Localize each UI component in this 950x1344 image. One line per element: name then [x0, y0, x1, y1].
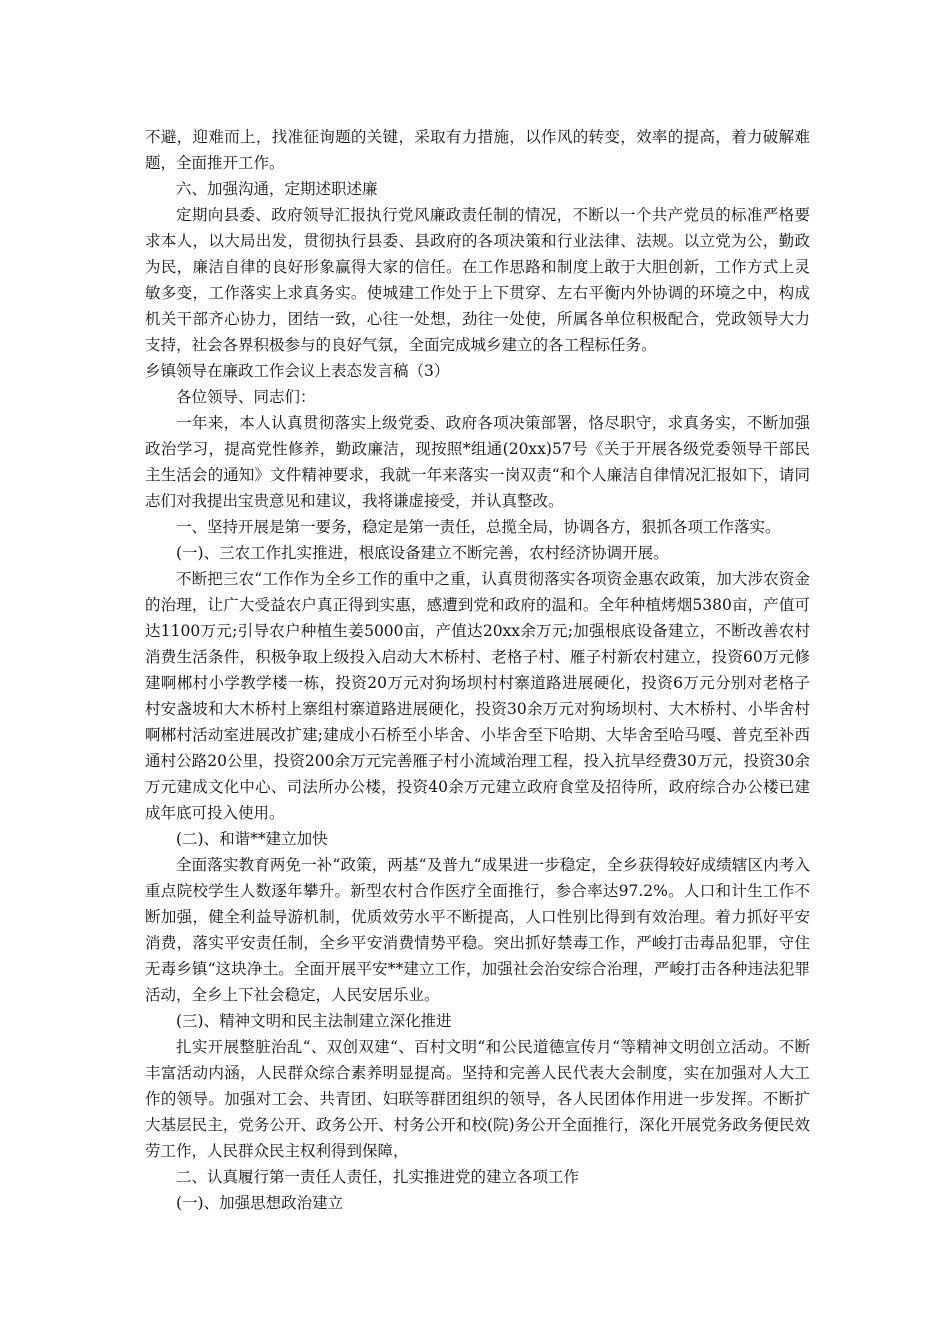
subsection-heading: (二)、和谐**建立加快 [176, 830, 328, 848]
subsection-heading: (三)、精神文明和民主法制建立深化推进 [176, 1012, 452, 1030]
section-heading-one: 一、坚持开展是第一要务，稳定是第一责任，总揽全局，协调各方，狠抓各项工作落实。 [176, 518, 781, 536]
paragraph-continuation: 不避，迎难而上，找准征询题的关键，采取有力措施，以作风的转变，效率的提高，着力破解难题，全面推开工作。 [145, 128, 810, 172]
section-heading-six: 六、加强沟通，定期述职述廉 [176, 180, 378, 198]
paragraph-body: 全面落实教育两免一补“政策，两基“及普九“成果进一步稳定，全乡获得较好成绩辖区内考入重点院校学生人数逐年攀升。新型农村合作医疗全面推行，参合率达97.2%。人口和计生工作不断加强，健全利益导游机制，优质效劳水平不断提高，人口性别比得到有效治理。着力抓好平安消费，落实平安责任制，全乡平安消费情势平稳。突出抓好禁毒工作，严峻打击毒品犯罪，守住无毒乡镇“这块净土。全面开展平安**建立工作，加强社会治安综合治理，严峻打击各种违法犯罪活动，全乡上下社会稳定，人民安居乐业。 [145, 856, 810, 1004]
section-heading-two: 二、认真履行第一责任人责任，扎实推进党的建立各项工作 [176, 1168, 580, 1186]
document-title: 乡镇领导在廉政工作会议上表态发言稿（3） [145, 362, 450, 380]
subsection-heading: (一)、三农工作扎实推进，根底设备建立不断完善，农村经济协调开展。 [176, 544, 669, 562]
subsection-heading: (一)、加强思想政治建立 [176, 1194, 344, 1212]
paragraph-body: 不断把三农“工作作为全乡工作的重中之重，认真贯彻落实各项资金惠农政策，加大涉农资金的治理，让广大受益农户真正得到实惠，感遭到党和政府的温和。全年种植烤烟5380亩，产值可达1100万元;引导农户种植生姜5000亩，产值达20xx余万元;加强根底设备建立，不断改善农村消费生活条件，积极争取上级投入启动大木桥村、老格子村、雁子村新农村建立，投资60万元修建啊郴村小学教学楼一栋，投资20万元对狗场坝村村寨道路进展硬化，投资6万元分别对老格子村安盏坡和大木桥村上寨组村寨道路进展硬化，投资30余万元对狗场坝村、大木桥村、小毕舍村啊郴村活动室进展改扩建;建成小石桥至小毕舍、小毕舍至下哈期、大毕舍至哈马嘎、普克至补西通村公路20公里，投资200余万元完善雁子村小流域治理工程，投入抗旱经费30万元，投资30余万元建成文化中心、司法所办公楼，投资40余万元建立政府食堂及招待所，政府综合办公楼已建成年底可投入使用。 [145, 570, 810, 822]
paragraph-body: 一年来，本人认真贯彻落实上级党委、政府各项决策部署，恪尽职守，求真务实，不断加强政治学习，提高党性修养，勤政廉洁，现按照*组通(20xx)57号《关于开展各级党委领导干部民主生活会的通知》文件精神要求，我就一年来落实一岗双责“和个人廉洁自律情况汇报如下，请同志们对我提出宝贵意见和建议，我将谦虚接受，并认真整改。 [145, 414, 810, 510]
salutation: 各位领导、同志们： [176, 388, 316, 406]
document-page [145, 124, 810, 1216]
paragraph-body: 定期向县委、政府领导汇报执行党风廉政责任制的情况，不断以一个共产党员的标准严格要求本人，以大局出发，贯彻执行县委、县政府的各项决策和行业法律、法规。以立党为公，勤政为民，廉洁自律的良好形象赢得大家的信任。在工作思路和制度上敢于大胆创新，工作方式上灵敏多变，工作落实上求真务实。使城建工作处于上下贯穿、左右平衡内外协调的环境之中，构成机关干部齐心协力，团结一致，心往一处想，劲往一处使，所属各单位积极配合，党政领导大力支持，社会各界积极参与的良好气氛，全面完成城乡建立的各工程标任务。 [145, 206, 810, 354]
paragraph-body: 扎实开展整脏治乱“、双创双建“、百村文明“和公民道德宣传月“等精神文明创立活动。不断丰富活动内涵，人民群众综合素养明显提高。坚持和完善人民代表大会制度，实在加强对人大工作的领导。加强对工会、共青团、妇联等群团组织的领导，各人民团体作用进一步发挥。不断扩大基层民主，党务公开、政务公开、村务公开和校(院)务公开全面推行，深化开展党务政务便民效劳工作，人民群众民主权利得到保障， [145, 1038, 810, 1160]
